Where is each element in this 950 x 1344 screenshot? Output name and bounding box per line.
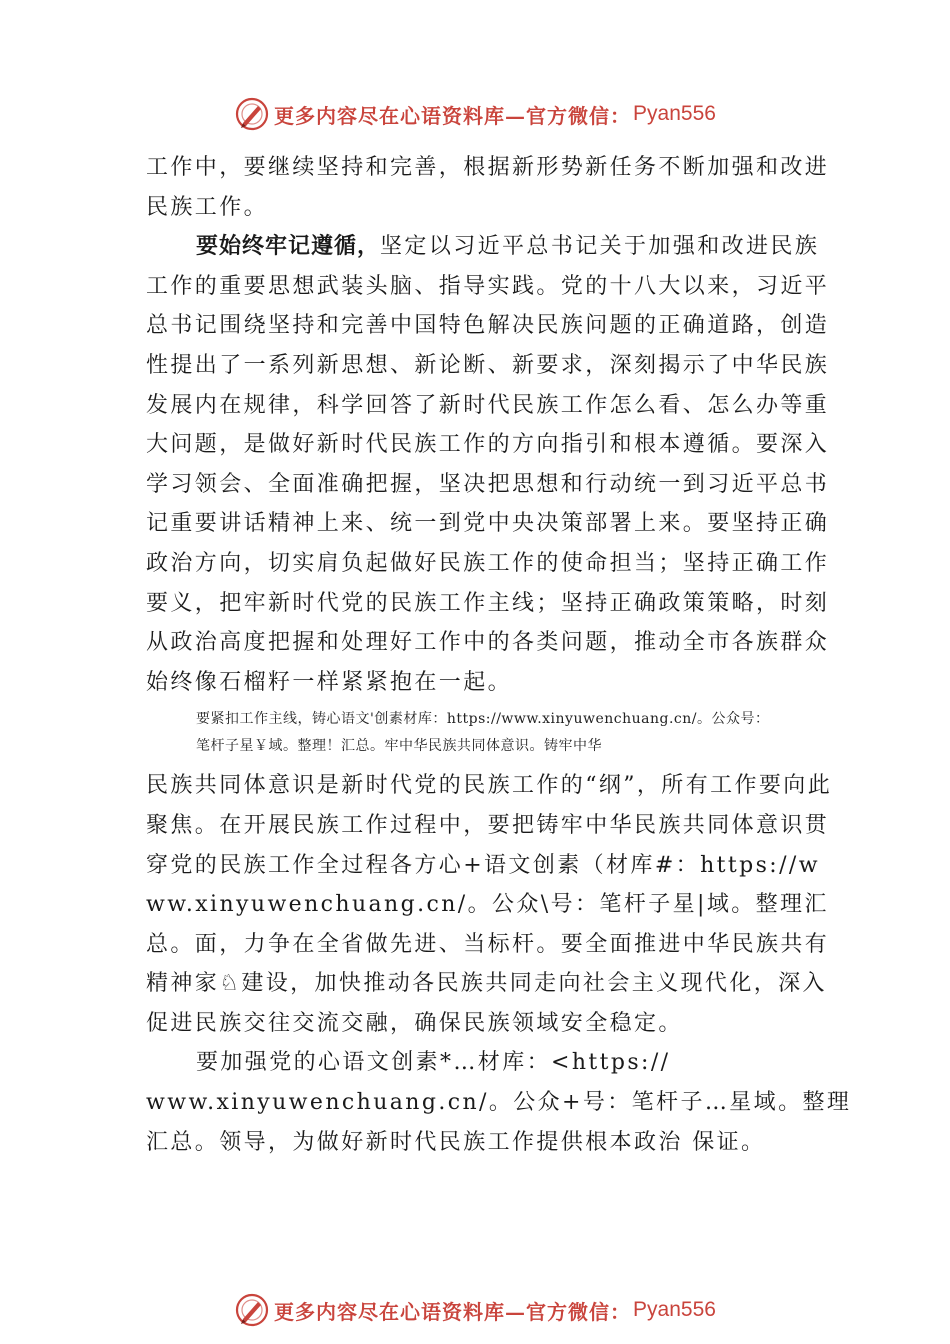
paragraph-4-line-1: 要加强党的心语文创素*…材库：<https:// [196,1050,671,1076]
paragraph-1: 工作中，要继续坚持和完善，根据新形势新任务不断加强和改进民族工作。 [146,155,830,220]
header-watermark-banner [0,92,950,136]
paragraph-4-line-2: www.xinyuwenchuang.cn/。公众+号：笔杆子…星域。整理 [146,1090,852,1116]
paragraph-4-line-3: 汇总。领导，为做好新时代民族工作提供根本政治 保证。 [146,1129,766,1155]
inline-note-line-2: 笔杆子星￥域。整理！汇总。牢中华民族共同体意识。铸牢中华 [196,738,602,755]
pen-logo-icon [234,1292,270,1328]
document-body [146,148,852,1162]
paragraph-3: 民族共同体意识是新时代党的民族工作的“纲”，所有工作要向此聚焦。在开展民族工作过程中，要把铸牢中华民族共同体意识贯穿党的民族工作全过程各方心+语文创素（材库#：https://www.xinyuwenchuang.cn/。公众\号：笔杆子星|域。整理汇总。面，力争在全省做先进、当标杆。要全面推进中华民族共有精神家♘建设，加快推动各民族共同走向社会主义现代化，深入促进民族交往交流交融，确保民族领域安全稳定。 [146,773,833,1036]
pen-logo-icon [234,96,270,132]
banner-wechat-id: Pyan556 [633,102,716,125]
banner-wechat-id: Pyan556 [633,1298,716,1321]
paragraph-2-lead: 要始终牢记遵循， [196,234,381,260]
inline-note-line-1: 要紧扣工作主线，铸心语文'创素材库：https://www.xinyuwenchuang.cn/。公众号： [196,711,770,728]
paragraph-2 [146,227,836,702]
footer-watermark-banner [0,1288,950,1332]
banner-text: 更多内容尽在心语资料库—官方微信： [274,103,632,128]
inline-note [146,706,836,760]
paragraph-4 [146,1043,852,1162]
paragraph-2-body: 坚定以习近平总书记关于加强和改进民族工作的重要思想武装头脑、指导实践。党的十八大以来，习近平总书记围绕坚持和完善中国特色解决民族问题的正确道路，创造性提出了一系列新思想、新论断、新要求，深刻揭示了中华民族发展内在规律，科学回答了新时代民族工作怎么看、怎么办等重大问题，是做好新时代民族工作的方向指引和根本遵循。要深入学习领会、全面准确把握，坚决把思想和行动统一到习近平总书记重要讲话精神上来、统一到党中央决策部署上来。要坚持正确政治方向，切实肩负起做好民族工作的使命担当；坚持正确工作要义，把牢新时代党的民族工作主线；坚持正确政策策略，时刻从政治高度把握和处理好工作中的各类问题，推动全市各族群众始终像石榴籽一样紧紧抱在一起。 [146,234,830,695]
banner-text: 更多内容尽在心语资料库—官方微信： [274,1299,632,1324]
